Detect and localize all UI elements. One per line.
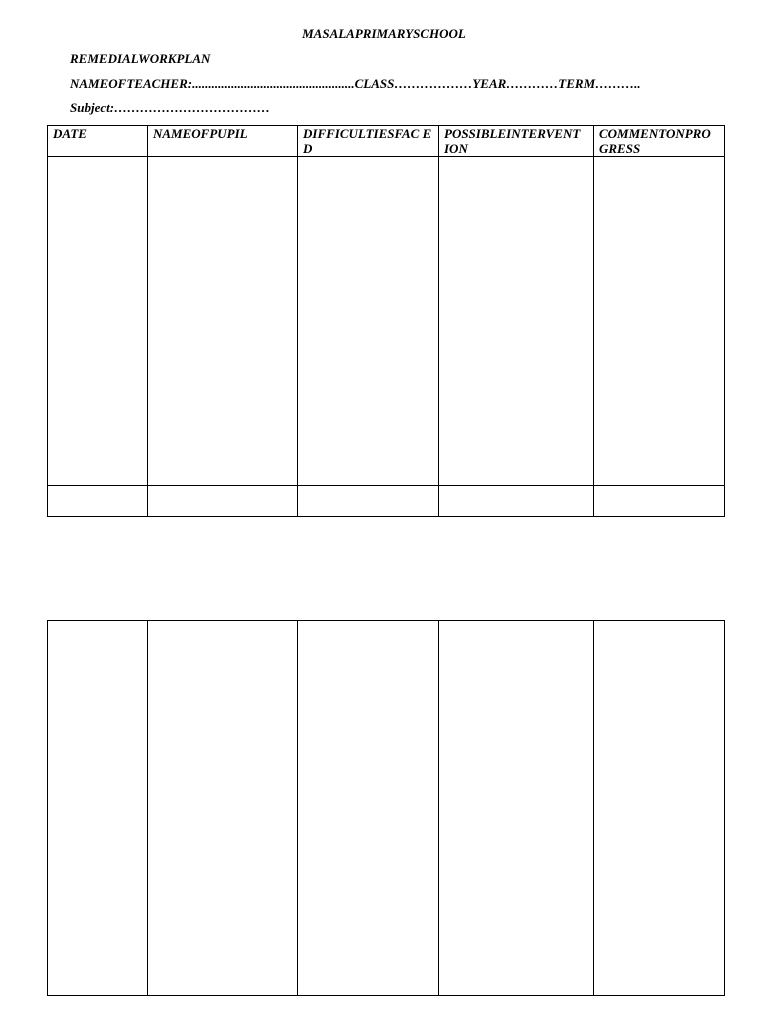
column-header-date: DATE [48, 126, 148, 157]
column-header-comment-on-progress: COMMENTONPRO GRESS [594, 126, 725, 157]
column-header-name-of-pupil: NAMEOFPUPIL [148, 126, 298, 157]
teacher-class-year-term-line: NAMEOFTEACHER:..................................................CLASS………………YEAR…………TERM……….. [70, 76, 641, 91]
table-header-row [48, 126, 725, 157]
table-row [48, 157, 725, 486]
date-cell[interactable] [48, 486, 148, 517]
pupil-name-cell[interactable] [148, 486, 298, 517]
date-cell[interactable] [48, 157, 148, 486]
date-cell[interactable] [48, 621, 148, 996]
plan-title: REMEDIALWORKPLAN [70, 51, 211, 66]
subject-line: Subject:……………………………… [70, 100, 271, 115]
comment-cell[interactable] [594, 157, 725, 486]
intervention-cell[interactable] [439, 621, 594, 996]
difficulties-cell[interactable] [298, 486, 439, 517]
intervention-cell[interactable] [439, 157, 594, 486]
remedial-plan-table [47, 125, 725, 517]
comment-cell[interactable] [594, 486, 725, 517]
difficulties-cell[interactable] [298, 157, 439, 486]
table-row [48, 621, 725, 996]
school-name: MASALAPRIMARYSCHOOL [302, 26, 466, 41]
difficulties-cell[interactable] [298, 621, 439, 996]
column-header-possible-intervention: POSSIBLEINTERVENT ION [439, 126, 594, 157]
continuation-table [47, 620, 725, 996]
intervention-cell[interactable] [439, 486, 594, 517]
column-header-difficulties-faced: DIFFICULTIESFAC ED [298, 126, 439, 157]
pupil-name-cell[interactable] [148, 157, 298, 486]
pupil-name-cell[interactable] [148, 621, 298, 996]
table-row [48, 486, 725, 517]
comment-cell[interactable] [594, 621, 725, 996]
